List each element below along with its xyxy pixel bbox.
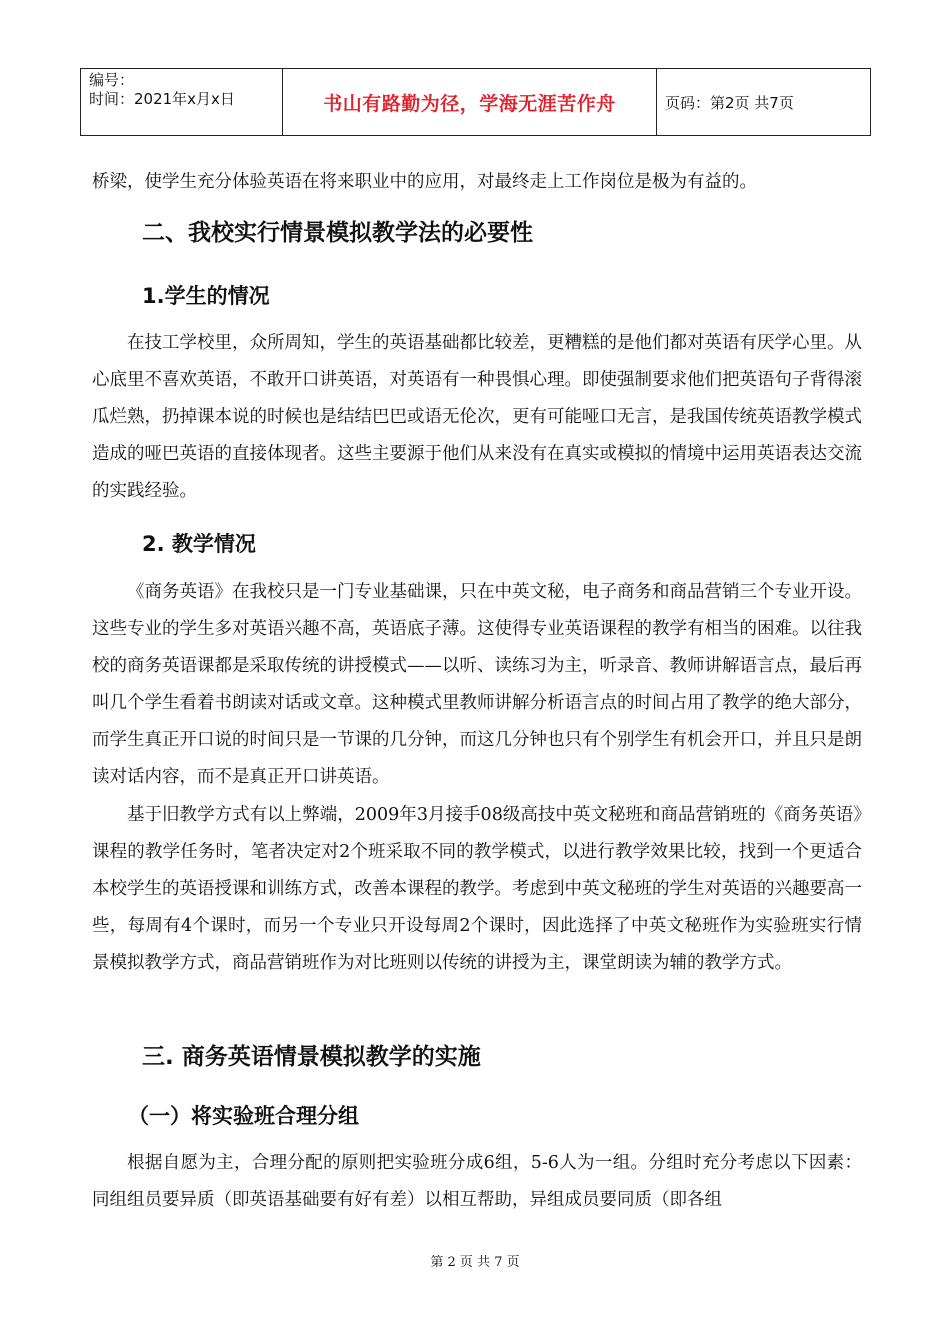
intro-paragraph: 桥梁，使学生充分体验英语在将来职业中的应用，对最终走上工作岗位是极为有益的。	[92, 172, 757, 192]
document-number-label: 编号：	[89, 71, 135, 89]
document-date: 时间：2021年x月x日	[89, 90, 235, 108]
subsection-1-heading: 1.学生的情况	[142, 284, 270, 308]
page-header-table	[80, 68, 871, 136]
section-2-heading: 二、我校实行情景模拟教学法的必要性	[142, 220, 533, 246]
subsection-2-heading: 2. 教学情况	[142, 532, 256, 556]
header-motto: 书山有路勤为径，学海无涯苦作舟	[283, 69, 657, 135]
students-paragraph: 在技工学校里，众所周知，学生的英语基础都比较差，更糟糕的是他们都对英语有厌学心里。从心底里不喜欢英语，不敢开口讲英语，对英语有一种畏惧心理。即使强制要求他们把英语句子背得滚瓜烂熟，扔掉课本说的时候也是结结巴巴或语无伦次，更有可能哑口无言，是我国传统英语教学模式造成的哑巴英语的直接体现者。这些主要源于他们从来没有在真实或模拟的情境中运用英语表达交流的实践经验。	[92, 333, 862, 501]
teaching-paragraph: 《商务英语》在我校只是一门专业基础课，只在中英文秘，电子商务和商品营销三个专业开设。这些专业的学生多对英语兴趣不高，英语底子薄。这使得专业英语课程的教学有相当的困难。以往我校的商务英语课都是采取传统的讲授模式——以听、读练习为主，听录音、教师讲解语言点，最后再叫几个学生看着书朗读对话或文章。这种模式里教师讲解分析语言点的时间占用了教学的绝大部分，而学生真正开口说的时间只是一节课的几分钟，而这几分钟也只有个别学生有机会开口，并且只是朗读对话内容，而不是真正开口讲英语。	[92, 582, 862, 787]
subsection-3-heading: （一）将实验班合理分组	[128, 1104, 359, 1128]
page-footer: 第 2 页 共 7 页	[430, 1255, 520, 1270]
basis-paragraph: 基于旧教学方式有以上弊端，2009年3月接手08级高技中英文秘班和商品营销班的《商务英语》课程的教学任务时，笔者决定对2个班采取不同的教学模式，以进行教学效果比较，找到一个更适合本校学生的英语授课和训练方式，改善本课程的教学。考虑到中英文秘班的学生对英语的兴趣要高一些，每周有4个课时，而另一个专业只开设每周2个课时，因此选择了中英文秘班作为实验班实行情景模拟教学方式，商品营销班作为对比班则以传统的讲授为主，课堂朗读为辅的教学方式。	[92, 805, 862, 973]
header-meta-cell	[81, 69, 283, 135]
header-page-info: 页码：第2页 共7页	[665, 93, 794, 112]
grouping-paragraph: 根据自愿为主，合理分配的原则把实验班分成6组，5-6人为一组。分组时充分考虑以下因素：同组组员要异质（即英语基础要有好有差）以相互帮助，异组成员要同质（即各组	[92, 1153, 862, 1210]
section-3-heading: 三. 商务英语情景模拟教学的实施	[142, 1044, 481, 1070]
